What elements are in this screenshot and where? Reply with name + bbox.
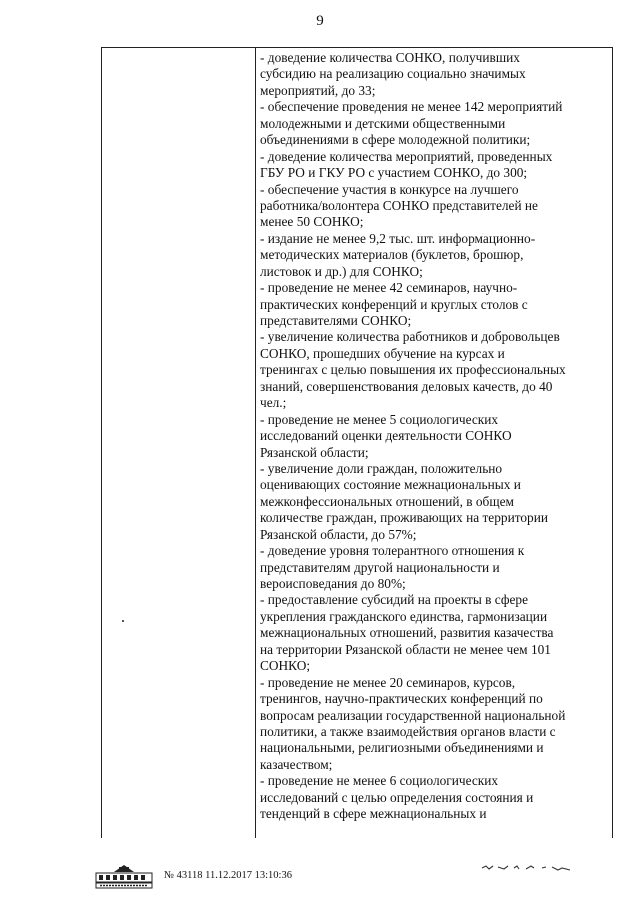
text-line: тренингов, научно-практических конференций по (260, 691, 543, 707)
margin-mark (122, 620, 124, 622)
text-line: объединениями в сфере молодежной политики; (260, 132, 531, 148)
text-line: ГБУ РО и ГКУ РО с участием СОНКО, до 300; (260, 165, 528, 181)
text-line: представителям другой национальности и (260, 559, 500, 575)
text-line: - проведение не менее 42 семинаров, научно- (260, 280, 518, 296)
table-right-cell (260, 50, 608, 823)
document-table (101, 47, 613, 838)
text-line: - предоставление субсидий на проекты в сфере (260, 592, 529, 608)
text-line: - проведение не менее 5 социологических (260, 411, 499, 427)
text-line: казачеством; (260, 756, 333, 772)
text-line: межнациональных отношений, развития казачества (260, 625, 554, 641)
text-line: Рязанской области; (260, 444, 369, 460)
text-line: - увеличение количества работников и добровольцев (260, 329, 560, 345)
text-line: знаний, совершенствования деловых качеств, до 40 (260, 378, 553, 394)
text-line: методических материалов (буклетов, брошюр, (260, 247, 524, 263)
text-line: - обеспечение проведения не менее 142 мероприятий (260, 99, 563, 115)
text-line: - проведение не менее 6 социологических (260, 773, 499, 789)
text-line: тренингах с целью повышения их профессиональных (260, 362, 566, 378)
text-line: Рязанской области, до 57%; (260, 526, 417, 542)
table-left-cell (102, 48, 255, 838)
text-line: вопросам реализации государственной национальной (260, 707, 566, 723)
registration-number: № 43118 11.12.2017 13:10:36 (164, 870, 292, 881)
text-line: - увеличение доли граждан, положительно (260, 460, 503, 476)
text-line: СОНКО; (260, 658, 311, 674)
text-line: работника/волонтера СОНКО представителей не (260, 197, 538, 213)
text-line: на территории Рязанской области не менее чем 101 (260, 641, 551, 657)
text-line: количестве граждан, проживающих на территории (260, 510, 548, 526)
text-line: - доведение количества мероприятий, проведенных (260, 148, 553, 164)
column-divider (255, 48, 256, 838)
text-line: листовок и др.) для СОНКО; (260, 263, 423, 279)
text-line: исследований с целью определения состояния и (260, 789, 534, 805)
text-line: национальными, религиозными объединениями и (260, 740, 544, 756)
text-line: чел.; (260, 395, 287, 411)
text-line: исследований оценки деятельности СОНКО (260, 428, 512, 444)
text-line: мероприятий, до 33; (260, 82, 376, 98)
text-line: политики, а также взаимодействия органов власти с (260, 723, 556, 739)
text-line: межконфессиональных отношений, в общем (260, 493, 514, 509)
text-line: - издание не менее 9,2 тыс. шт. информационно- (260, 230, 536, 246)
page-number: 9 (316, 13, 324, 29)
page-footer (92, 862, 612, 892)
text-line: вероисповедания до 80%; (260, 576, 406, 591)
text-line: менее 50 СОНКО; (260, 214, 364, 230)
text-line: оценивающих состояние межнациональных и (260, 477, 521, 493)
text-line: СОНКО, прошедших обучение на курсах и (260, 345, 505, 361)
text-line: молодежными и детскими общественными (260, 115, 506, 131)
text-line: - проведение не менее 20 семинаров, курсов, (260, 674, 516, 690)
text-line: тенденций в сфере межнациональных и (260, 806, 487, 822)
text-line: практических конференций и круглых столов с (260, 296, 528, 312)
text-line: субсидию на реализацию социально значимых (260, 66, 526, 82)
text-line: - доведение количества СОНКО, получивших (260, 50, 520, 65)
handwritten-mark-icon (480, 862, 580, 874)
text-line: представителями СОНКО; (260, 313, 412, 328)
text-line: - доведение уровня толерантного отношения к (260, 543, 525, 559)
text-line: - обеспечение участия в конкурсе на лучшего (260, 181, 519, 197)
text-line: укрепления гражданского единства, гармонизации (260, 608, 548, 624)
registry-stamp-icon (92, 862, 156, 890)
